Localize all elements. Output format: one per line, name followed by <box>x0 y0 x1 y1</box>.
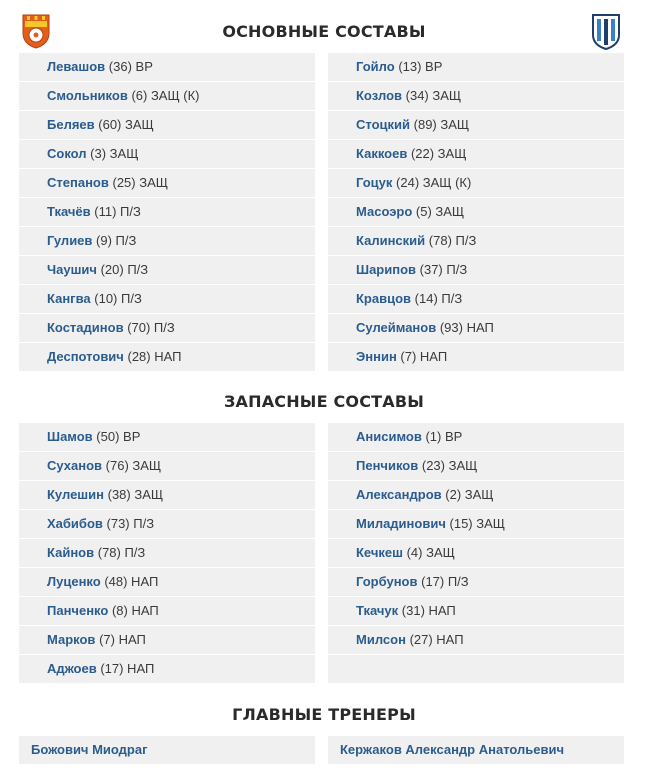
player-number-position: (28) НАП <box>127 349 182 364</box>
player-row <box>19 423 315 452</box>
player-number-position: (2) ЗАЩ <box>445 487 494 502</box>
player-row <box>328 481 624 510</box>
player-number-position: (5) ЗАЩ <box>415 204 465 219</box>
player-row <box>19 539 315 568</box>
player-name-link[interactable]: Хабибов <box>47 516 103 531</box>
player-row <box>328 53 624 82</box>
starting-home-list <box>19 53 315 372</box>
player-name-link[interactable]: Луценко <box>47 574 101 589</box>
player-name-link[interactable]: Александров <box>356 487 442 502</box>
player-row <box>19 227 315 256</box>
subs-home-list <box>19 423 315 684</box>
player-name-link[interactable]: Кечкеш <box>356 545 403 560</box>
player-name-link[interactable]: Костадинов <box>47 320 124 335</box>
player-number-position: (48) НАП <box>104 574 159 589</box>
player-number-position: (13) ВР <box>398 59 443 74</box>
player-row <box>19 53 315 82</box>
empty-row <box>328 655 624 684</box>
player-number-position: (7) НАП <box>400 349 448 364</box>
player-name-link[interactable]: Пенчиков <box>356 458 419 473</box>
player-number-position: (38) ЗАЩ <box>107 487 164 502</box>
player-row <box>328 452 624 481</box>
player-name-link[interactable]: Кулешин <box>47 487 104 502</box>
player-row <box>328 423 624 452</box>
player-name-link[interactable]: Калинский <box>356 233 426 248</box>
player-name-link[interactable]: Гулиев <box>47 233 93 248</box>
player-number-position: (25) ЗАЩ <box>112 175 168 190</box>
away-coach-name[interactable]: Кержаков Александр Анатольевич <box>340 742 565 757</box>
player-name-link[interactable]: Марков <box>47 632 96 647</box>
player-name-link[interactable]: Смольников <box>47 88 128 103</box>
player-row <box>328 314 624 343</box>
player-name-link[interactable]: Аджоев <box>47 661 97 676</box>
substitutes-title: ЗАПАСНЫЕ СОСТАВЫ <box>223 392 425 411</box>
subs-away-list <box>328 423 624 684</box>
player-row <box>19 314 315 343</box>
player-row <box>328 539 624 568</box>
player-number-position: (9) П/З <box>96 233 137 248</box>
player-row <box>19 140 315 169</box>
player-number-position: (34) ЗАЩ <box>405 88 462 103</box>
player-row <box>19 198 315 227</box>
player-row <box>19 626 315 655</box>
player-number-position: (73) П/З <box>106 516 155 531</box>
player-name-link[interactable]: Стоцкий <box>356 117 411 132</box>
player-name-link[interactable]: Гоцук <box>356 175 393 190</box>
player-row <box>328 285 624 314</box>
player-number-position: (17) П/З <box>421 574 469 589</box>
player-number-position: (31) НАП <box>401 603 456 618</box>
player-name-link[interactable]: Милсон <box>356 632 406 647</box>
player-name-link[interactable]: Анисимов <box>356 429 422 444</box>
player-number-position: (4) ЗАЩ <box>406 545 455 560</box>
player-row <box>328 140 624 169</box>
player-row <box>328 227 624 256</box>
player-name-link[interactable]: Горбунов <box>356 574 418 589</box>
player-row <box>19 343 315 372</box>
player-row <box>19 169 315 198</box>
player-number-position: (70) П/З <box>127 320 175 335</box>
home-coach-name[interactable]: Божович Миодраг <box>31 742 148 757</box>
player-row <box>328 198 624 227</box>
player-row <box>19 256 315 285</box>
player-number-position: (27) НАП <box>409 632 464 647</box>
player-name-link[interactable]: Кангва <box>47 291 91 306</box>
player-row <box>328 111 624 140</box>
player-row <box>328 343 624 372</box>
player-name-link[interactable]: Суханов <box>47 458 103 473</box>
player-name-link[interactable]: Шамов <box>47 429 93 444</box>
player-number-position: (60) ЗАЩ <box>98 117 154 132</box>
player-name-link[interactable]: Кайнов <box>47 545 95 560</box>
player-name-link[interactable]: Каккоев <box>356 146 408 161</box>
player-row <box>19 568 315 597</box>
starting-lineups-title: ОСНОВНЫЕ СОСТАВЫ <box>222 22 426 41</box>
player-number-position: (78) П/З <box>97 545 146 560</box>
player-number-position: (22) ЗАЩ <box>410 146 467 161</box>
player-number-position: (37) П/З <box>419 262 468 277</box>
player-row <box>328 169 624 198</box>
player-name-link[interactable]: Степанов <box>47 175 109 190</box>
player-row <box>328 256 624 285</box>
player-row <box>19 452 315 481</box>
player-number-position: (24) ЗАЩ (К) <box>396 175 472 190</box>
player-number-position: (14) П/З <box>414 291 463 306</box>
player-name-link[interactable]: Масоэро <box>356 204 413 219</box>
player-name-link[interactable]: Гойло <box>356 59 395 74</box>
player-row <box>19 597 315 626</box>
player-name-link[interactable]: Кравцов <box>356 291 412 306</box>
player-number-position: (11) П/З <box>94 204 141 219</box>
player-row <box>328 568 624 597</box>
player-row <box>19 481 315 510</box>
player-name-link[interactable]: Козлов <box>356 88 403 103</box>
player-number-position: (15) ЗАЩ <box>449 516 505 531</box>
player-name-link[interactable]: Миладинович <box>356 516 446 531</box>
player-name-link[interactable]: Сокол <box>47 146 87 161</box>
player-number-position: (1) ВР <box>425 429 463 444</box>
head-coaches-title: ГЛАВНЫЕ ТРЕНЕРЫ <box>232 705 416 724</box>
home-coach <box>19 736 315 764</box>
player-name-link[interactable]: Чаушич <box>47 262 97 277</box>
player-number-position: (23) ЗАЩ <box>421 458 478 473</box>
player-number-position: (50) ВР <box>96 429 141 444</box>
player-number-position: (78) П/З <box>428 233 477 248</box>
player-number-position: (89) ЗАЩ <box>413 117 470 132</box>
player-number-position: (36) ВР <box>108 59 153 74</box>
player-row <box>19 285 315 314</box>
starting-away-list <box>328 53 624 372</box>
away-coach <box>328 736 624 764</box>
player-number-position: (76) ЗАЩ <box>105 458 162 473</box>
player-row <box>328 626 624 655</box>
player-name-link[interactable]: Деспотович <box>47 349 124 364</box>
player-name-link[interactable]: Ткачук <box>356 603 399 618</box>
player-row <box>19 655 315 684</box>
player-number-position: (20) П/З <box>100 262 149 277</box>
player-number-position: (3) ЗАЩ <box>90 146 139 161</box>
player-row <box>19 510 315 539</box>
player-number-position: (93) НАП <box>439 320 494 335</box>
player-name-link[interactable]: Эннин <box>356 349 397 364</box>
player-name-link[interactable]: Левашов <box>47 59 106 74</box>
player-number-position: (17) НАП <box>100 661 155 676</box>
player-number-position: (8) НАП <box>111 603 159 618</box>
player-name-link[interactable]: Сулейманов <box>356 320 437 335</box>
player-number-position: (7) НАП <box>99 632 146 647</box>
player-row <box>328 82 624 111</box>
player-number-position: (10) П/З <box>94 291 142 306</box>
player-row <box>328 510 624 539</box>
player-name-link[interactable]: Ткачёв <box>47 204 91 219</box>
player-row <box>328 597 624 626</box>
player-name-link[interactable]: Панченко <box>47 603 109 618</box>
player-row <box>19 82 315 111</box>
player-number-position: (6) ЗАЩ (К) <box>131 88 200 103</box>
player-name-link[interactable]: Беляев <box>47 117 95 132</box>
player-name-link[interactable]: Шарипов <box>356 262 417 277</box>
player-row <box>19 111 315 140</box>
